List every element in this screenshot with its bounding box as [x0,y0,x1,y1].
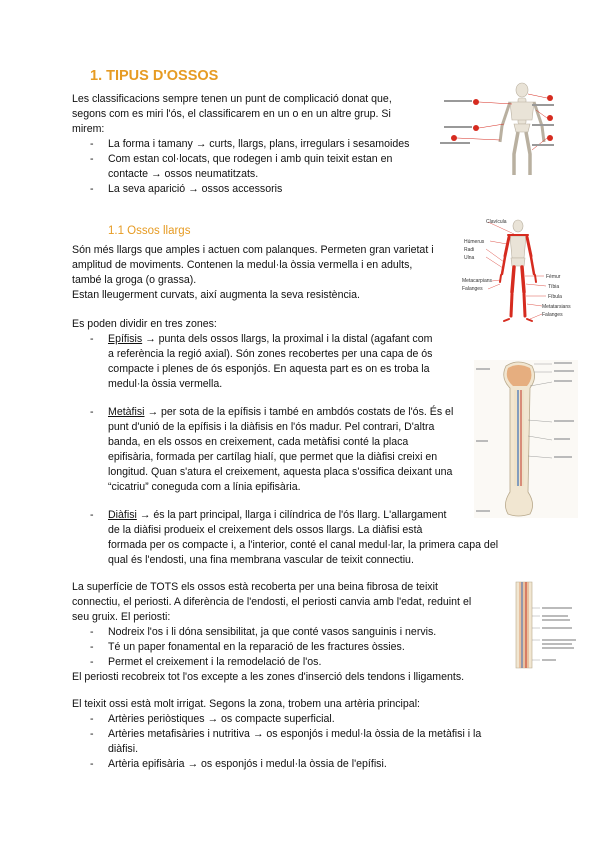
arteria-bullet: Artèries periòstiques → os compacte superficial. [108,713,335,725]
long-bones-skeleton-figure [462,218,572,326]
zone-text: longitud. Quan s'atura el creixement, aquesta placa s'ossifica deixant una [108,466,453,478]
zone-metafisi-line [108,405,453,420]
zone-text: banda, en els ossos en creixement, cada metàfisi conté la placa [108,436,409,448]
paragraph-line: amplitud de moviments. Contenen la medul·la òssia vermella i en adults, [72,259,413,271]
periosti-bullet: Permet el creixement i la remodelació de l'os. [108,656,322,668]
zone-text: qual és l'endosti, una fina membrana vascular de teixit connectiu. [108,554,414,566]
bullet-dash: - [90,153,94,165]
zone-text: punt d'unió de la epífisis i la diàfisis en l'ós madur. Pel contrari, D'altra [108,421,435,433]
skeleton-classification-figure [440,80,558,180]
subsection-heading: 1.1 Ossos llargs [108,225,191,237]
section-heading: 1. TIPUS D'OSSOS [90,68,219,84]
paragraph-line: El teixit ossi està molt irrigat. Segons la zona, trobem una artèria principal: [72,698,420,710]
paragraph-line: Estan lleugerment curvats, així augmenta la seva resistència. [72,289,360,301]
figure-label: Tíbia [548,284,560,290]
intro-bullet: La seva aparició → ossos accessoris [108,183,283,195]
bullet-dash: - [90,406,94,418]
bullet-dash: - [90,626,94,638]
periosti-bullet: Nodreix l'os i li dóna sensibilitat, ja que conté vasos sanguinis i nervis. [108,626,437,638]
intro-line: segons com es miri l'ós, el classificarem en un o en un altre grup. Si [72,108,391,120]
bullet-dash: - [90,713,94,725]
zone-text: de la diàfisi produeix el creixement dels ossos llargs. La diàfisi està [108,524,423,536]
paragraph-line: El periosti recobreix tot l'os excepte a les zones d'inserció dels tendons i lligaments. [72,671,465,683]
intro-line: mirem: [72,123,105,135]
bullet-dash: - [90,728,94,740]
zone-text: medul·la òssia vermella. [108,378,223,390]
bullet-dash: - [90,656,94,668]
zone-text: epifisària, formada per cartílag hialí, que permet que la diàfisi creixi en [108,451,438,463]
bullet-dash: - [90,509,94,521]
figure-label: Falanges [462,286,483,292]
paragraph-line: La superfície de TOTS els ossos està recoberta per una beina fibrosa de teixit [72,581,438,593]
zone-text: formada per os compacte i, a l'interior, conté el canal medul·lar, la primera capa del [108,539,499,551]
figure-label: Falanges [542,312,563,318]
paragraph-line: seu gruix. El periosti: [72,611,171,623]
zone-text: a referència la regió axial). Són zones recobertes per una capa de ós [108,348,433,360]
figure-label: Fíbula [548,294,562,300]
bullet-dash: - [90,138,94,150]
figure-label: Ulna [464,255,475,261]
intro-bullet: La forma i tamany → curts, llargs, plans, irregulars i sesamoides [108,138,410,150]
arteria-bullet: Artèries metafisàries i nutritiva → os esponjós i medul·la òssia de la metàfisi i la [108,728,482,740]
zone-diafisi-line [108,508,446,523]
figure-label: Radi [464,247,475,253]
bullet-dash: - [90,183,94,195]
bullet-dash: - [90,758,94,770]
zone-term: Metàfisi [108,406,145,418]
paragraph-line: Són més llargs que amples i actuen com palanques. Permeten gran varietat i [72,244,434,256]
figure-label: Fèmur [546,274,561,280]
intro-bullet: Com estan col·locats, que rodegen i amb quin teixit estan en [108,153,393,165]
periosti-bullet: Té un paper fonamental en la reparació de les fractures òssies. [108,641,405,653]
figure-label: Húmerus [464,239,485,245]
figure-label: Clavícula [486,219,507,225]
zone-term: Epífisis [108,333,143,345]
figure-label: Metacarpians [462,278,493,284]
paragraph-line: també la groga (o grassa). [72,274,197,286]
figure-label: Metatarsians [542,304,571,310]
bullet-dash: - [90,333,94,345]
zone-text: → per sota de la epífisis i també en ambdós costats de l'ós. És el [144,406,454,418]
zone-text: → és la part principal, llarga i cilíndrica de l'ós llarg. L'allargament [136,509,447,521]
arteria-bullet: diàfisi. [108,743,139,755]
zone-text: “cicatriu” coneguda com a línia epifisària. [108,481,301,493]
intro-bullet: contacte → ossos neumatitzats. [108,168,259,180]
paragraph-line: Es poden dividir en tres zones: [72,318,217,330]
long-bone-anatomy-figure [474,360,578,518]
zone-text: compacte i plenes de ós esponjós. En aquesta part es on es troba la [108,363,430,375]
periosteum-figure [506,580,586,670]
bullet-dash: - [90,641,94,653]
intro-line: Les classificacions sempre tenen un punt de complicació donat que, [72,93,392,105]
zone-epifisis-line [108,332,432,347]
arteria-bullet: Artèria epifisària → os esponjós i medul·la òssia de l'epífisi. [108,758,387,770]
zone-text: → punta dels ossos llargs, la proximal i la distal (agafant com [142,333,433,345]
zone-term: Diàfisi [108,509,137,521]
paragraph-line: connectiu, el periosti. A diferència de l'endosti, el periosti canvia amb l'edat, reduint el [72,596,472,608]
